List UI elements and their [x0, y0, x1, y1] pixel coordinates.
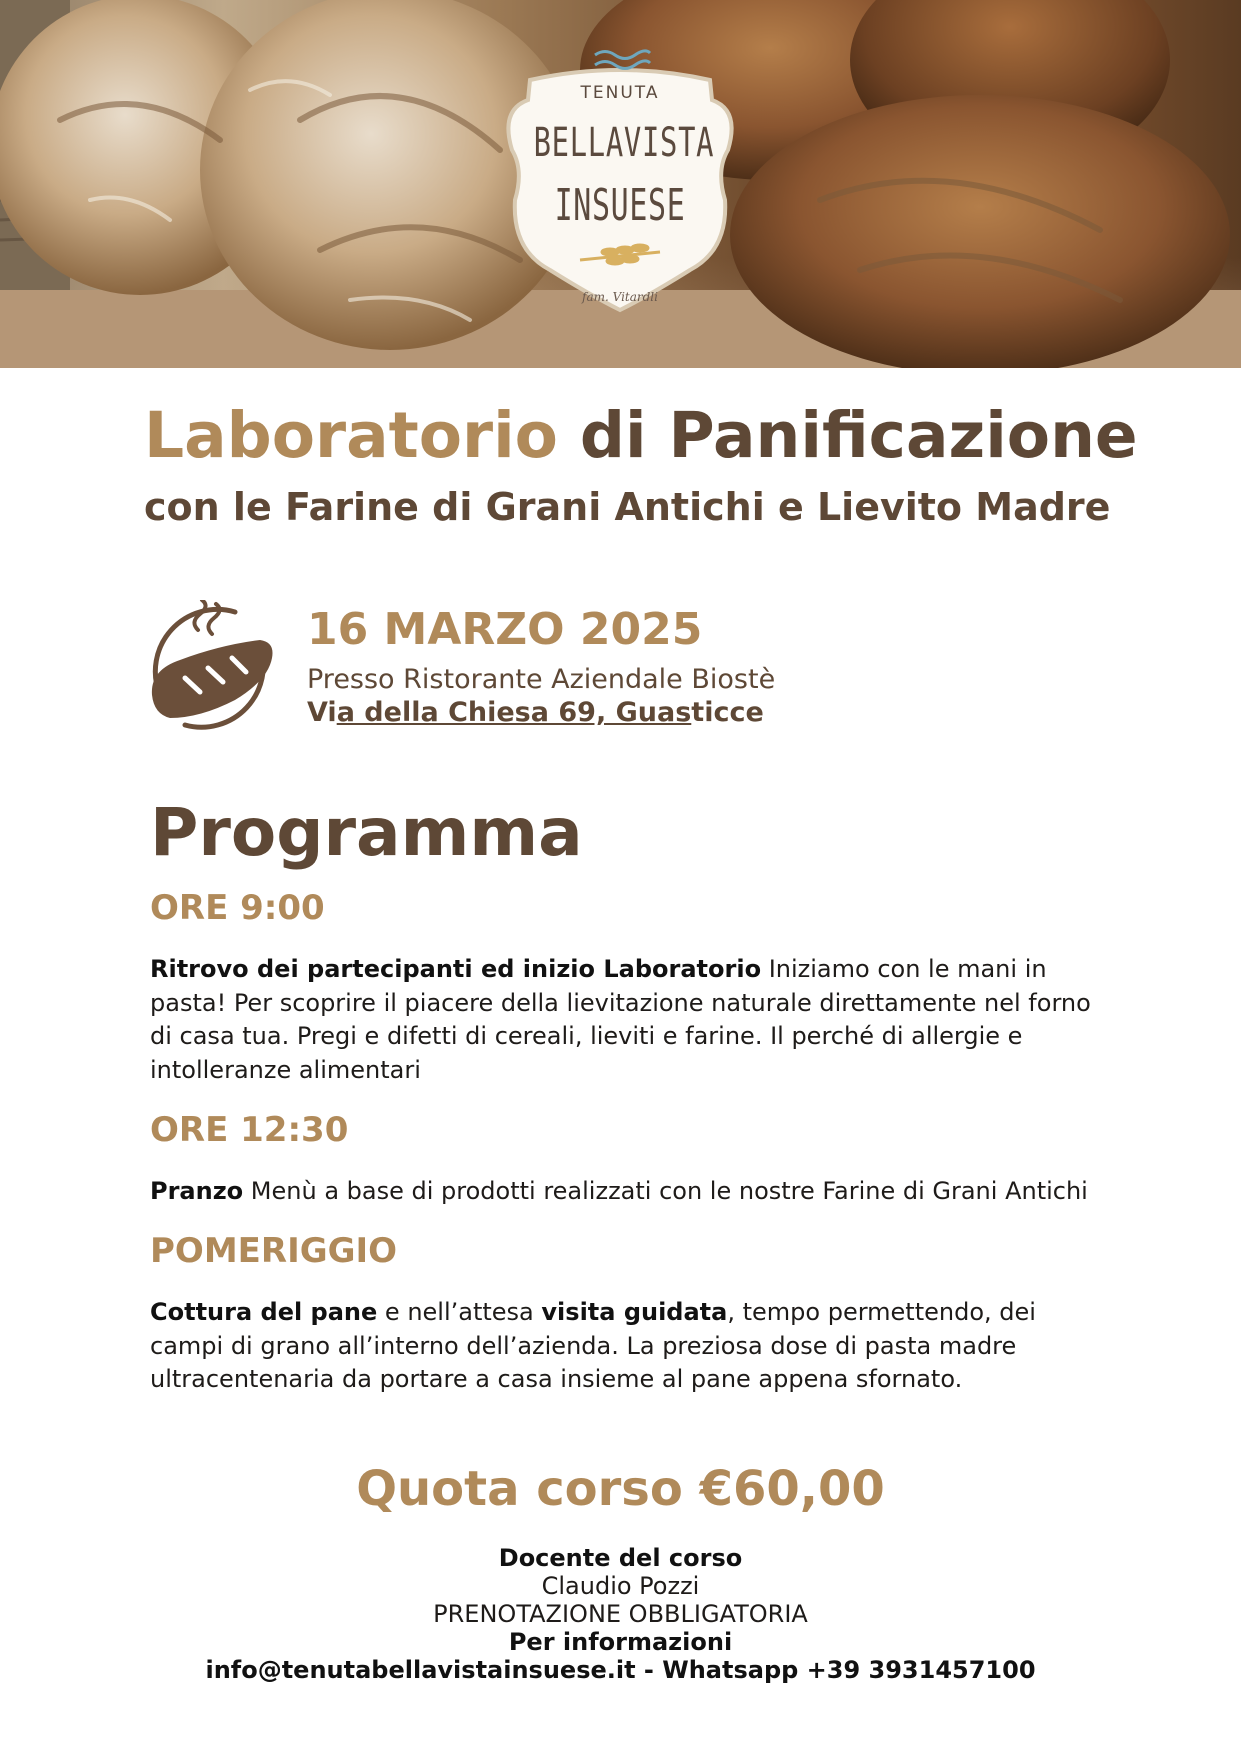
logo-insuese: INSUESE — [554, 180, 686, 231]
address-part-1: Vi — [307, 697, 337, 728]
page-subtitle: con le Farine di Grani Antichi e Lievito Madre — [144, 485, 1111, 529]
tenuta-bellavista-logo — [500, 20, 740, 320]
hero-bread-photo — [0, 0, 1241, 368]
session-time-2: ORE 12:30 — [150, 1110, 349, 1150]
session-lead-1: Ritrovo dei partecipanti ed inizio Laboratorio — [150, 955, 762, 983]
wave-icon — [595, 51, 650, 69]
page-title — [144, 394, 1144, 478]
event-venue: Presso Ristorante Aziendale Biostè — [307, 664, 776, 695]
programma-heading: Programma — [150, 794, 583, 871]
info-label: Per informazioni — [508, 1628, 733, 1656]
session-description-1 — [150, 953, 1110, 1087]
session-text-2: Menù a base di prodotti realizzati con le nostre Farine di Grani Antichi — [243, 1177, 1088, 1205]
event-date: 16 MARZO 2025 — [307, 604, 703, 655]
session-text-1: Iniziamo con le mani in pasta! Per scoprire il piacere della lievitazione naturale direttamente nel forno di casa tua. Pregi e difetti di cereali, lieviti e farine. Il perché di allergie e intolleranze alimentari — [150, 955, 1091, 1084]
address-part-3: ticce — [691, 697, 764, 728]
bread-loaf-icon — [140, 600, 280, 730]
course-price: Quota corso €60,00 — [356, 1461, 885, 1517]
session-time-3: POMERIGGIO — [150, 1231, 398, 1271]
logo-signature: fam. Vitardli — [582, 290, 658, 304]
event-address[interactable] — [307, 695, 764, 731]
teacher-name: Claudio Pozzi — [541, 1572, 700, 1600]
teacher-label: Docente del corso — [498, 1544, 743, 1572]
booking-notice: PRENOTAZIONE OBBLIGATORIA — [433, 1600, 808, 1628]
session-bold-mid-3: visita guidata — [541, 1298, 728, 1326]
session-text-3: , tempo permettendo, dei campi di grano all’interno dell’azienda. La preziosa dose di pasta madre ultracentenaria da portare a casa insieme al pane appena sfornato. — [150, 1298, 1036, 1393]
logo-tenuta: TENUTA — [580, 83, 660, 103]
session-lead-3: Cottura del pane — [150, 1298, 378, 1326]
session-description-2 — [150, 1175, 1110, 1209]
session-mid-3: e nell’attesa — [377, 1298, 542, 1326]
session-lead-2: Pranzo — [150, 1177, 244, 1205]
title-part-2: di Panificazione — [579, 399, 1138, 472]
session-description-3 — [150, 1296, 1110, 1397]
contact-info[interactable]: info@tenutabellavistainsuese.it - Whatsapp +39 3931457100 — [205, 1656, 1036, 1684]
title-part-1: Laboratorio — [144, 399, 558, 472]
session-time-1: ORE 9:00 — [150, 888, 325, 928]
logo-bellavista: BELLAVISTA — [533, 120, 715, 166]
address-part-2: a della Chiesa 69, Guas — [336, 697, 692, 728]
